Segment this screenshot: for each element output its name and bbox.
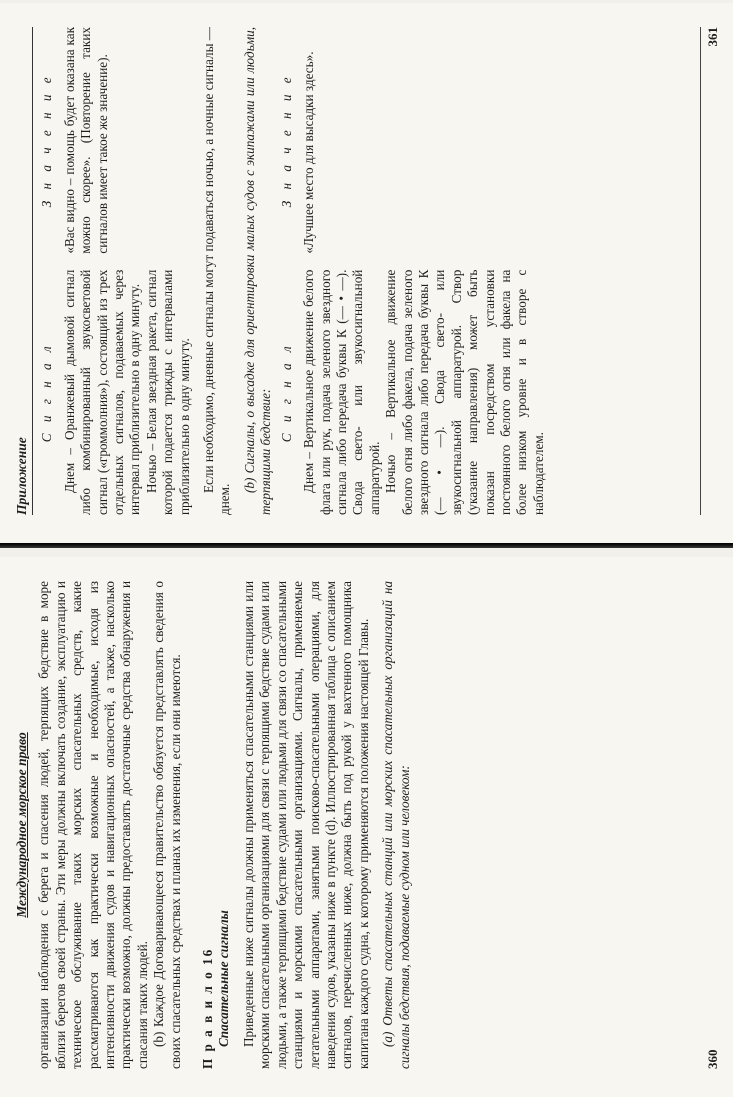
paragraph-continued: организации наблюдения с берега и спасения людей, терпящих бедствие в море вблизи берегов своей страны. Эти меры должны включать создание, эксплуатацию и техническое обслуживание таких морских спасательных средств, какие рассматриваются как практически возможные и необходимые, исходя из интенсивности движения судов и навигационных опасностей, а также, насколько практически возможно, должны предоставлять достаточные средства обнаружения и спасания таких людей. [36,581,150,1069]
page-360-body [14,581,719,1069]
page-number: 361 [704,27,720,47]
signals-table-a [39,27,193,515]
column-header-meaning: З н а ч е н и е [39,73,55,208]
rule-heading: П р а в и л о 16 [200,947,216,1069]
paragraph-b: (b) Каждое Договаривающееся правительство обязуется представлять сведения о своих спасательных средствах и планах их изменения, если они имеются. [151,581,183,1069]
running-head: Приложение [14,27,33,515]
signal-day: Днем – Оранжевый дымовой сигнал либо комбинированный звукосветовой сигнал («громмолния»), состоящий из трех отдельных сигналов, подаваемых через интервал приблизительно в одну минуту. [61,269,143,515]
signal-night: Ночью – Белая звездная ракета, сигнал которой подается трижды с интервалами приблизительно в одну минуту. [143,269,192,515]
page-361-body [14,27,719,515]
column-header-signal: С и г н а л [278,342,294,443]
signals-table-b [279,27,548,515]
paragraph-note: Если необходимо, дневные сигналы могут подаваться ночью, а ночные сигналы — днем. [201,27,233,515]
paragraph-rule-16: Приведенные ниже сигналы должны применяться спасательными станциями или морскими спасательными организациями для связи с терпящими бедствие судами или людьми, а также терпящими бедствие судами или людьми для связи со спасательными станциями и морскими спасательными организациями. Сигналы, применяемые летательными аппаратами, занятыми поисково-спасательными операциями, для наведения судов, указаны ниже в пункте (d). Иллюстрированная таблица с описанием сигналов, перечисленных ниже, должна быть под рукой у вахтенного помощника капитана каждого судна, к которому применяются положения настоящей Главы. [240,581,371,1069]
column-header-signal: С и г н а л [39,342,55,443]
signal-day: Днем – Вертикальное движение белого флага или рук, подача зеленого звездного сигнала либо передача буквы К (— • —). Свода свето- или звукосигнальной аппаратурой. [301,269,382,515]
page-number: 360 [704,1049,720,1069]
column-header-meaning: З н а ч е н и е [278,73,294,208]
paragraph-b: (b) Сигналы, о высадке для ориентировки малых судов с экипажами или людьми, терпящими бедствие: [241,27,274,515]
signal-meaning: «Вас видно – помощь будет оказана как можно скорее». (Повторение таких сигналов имеет такое же значение). [61,27,110,254]
rule-subheading: Спасательные сигналы [216,910,232,1047]
page-360 [0,557,733,1097]
footer-rule [700,27,701,515]
page-361 [0,3,733,543]
signal-meaning: «Лучшее место для высадки здесь». [301,51,317,254]
paragraph-a: (a) Ответы спасательных станций или морских спасательных организаций на сигналы бедствия, подаваемые судном или человеком: [380,581,412,1069]
running-head: Международное морское право [14,732,29,918]
signal-night: Ночью – Вертикальное движение белого огня либо факела, подача зеленого звездного сигнала либо передача буквы К (— • —). Свода свето- или звукосигнальной аппаратурой. Створ (указание направления) может быть показан посредством установки постоянного белого огня или факела на более низком уровне и в створе с наблюдателем. [383,269,546,515]
